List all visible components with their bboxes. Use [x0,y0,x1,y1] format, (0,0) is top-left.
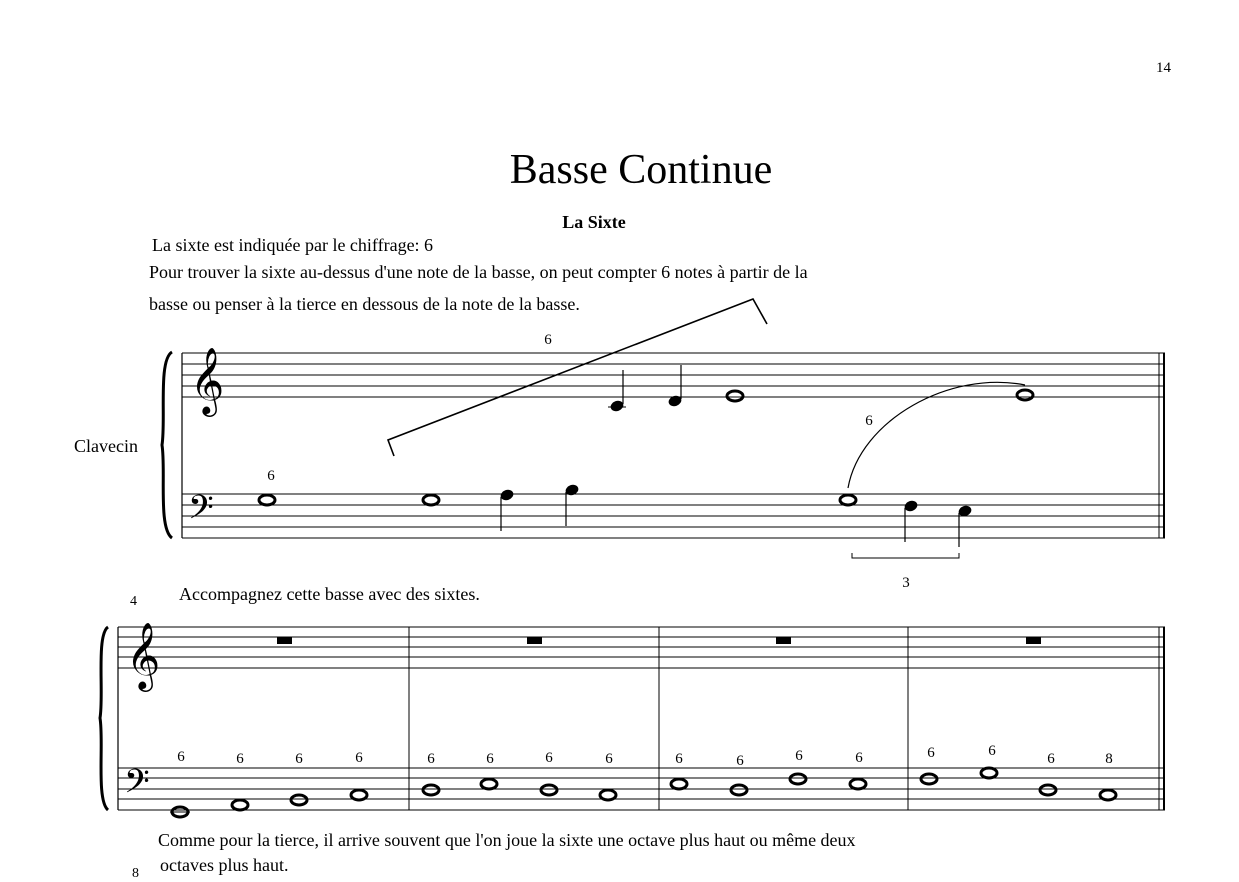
treble-staff [118,627,1165,668]
figure-label: 6 [865,413,873,429]
whole-note [291,795,307,805]
figure-label: 6 [795,748,803,764]
figure-label: 6 [988,743,996,759]
whole-rest-icon [527,637,542,644]
system-1-annotations [388,299,1025,558]
whole-note [423,495,439,505]
system-2-figures [177,743,1113,769]
intro-line-1: La sixte est indiquée par le chiffrage: 6 [152,235,434,255]
figure-label: 8 [1105,751,1113,767]
figure-label: 6 [675,751,683,767]
figure-label: 6 [855,750,863,766]
figure-label: 6 [927,745,935,761]
tuplet-bracket [852,553,959,558]
footer-text-line-1: Comme pour la tierce, il arrive souvent que l'on joue la sixte une octave plus haut ou même deux [158,830,856,850]
figure-label: 6 [486,751,494,767]
whole-rest-icon [1026,637,1041,644]
quarter-note [904,500,918,513]
whole-note [840,495,856,505]
figure-label: 6 [267,468,275,484]
figure-label: 6 [427,751,435,767]
intro-line-3: basse ou penser à la tierce en dessous de la note de la basse. [149,294,580,314]
whole-note [1017,390,1033,400]
whole-note [850,779,866,789]
tuplet-number: 3 [902,575,910,591]
bass-staff [118,768,1165,810]
grand-staff-brace [100,627,108,810]
treble-clef-icon: 𝄞 [126,621,161,689]
slur-curve [848,382,1025,488]
instrument-name: Clavecin [74,436,138,456]
interval-bracket-line [388,299,767,456]
whole-note [727,391,743,401]
figure-label: 6 [177,749,185,765]
figure-label: 6 [545,750,553,766]
whole-note [981,768,997,778]
whole-note [351,790,367,800]
next-measure-number: 8 [132,866,139,881]
whole-note [259,495,275,505]
section-subtitle: La Sixte [562,212,626,232]
figure-label: 6 [544,332,552,348]
whole-note [481,779,497,789]
quarter-note [610,400,624,413]
figure-label: 6 [736,753,744,769]
whole-note [671,779,687,789]
bass-staff [182,494,1165,538]
measure-number: 4 [130,594,137,609]
system-1 [162,352,1165,538]
whole-rest-icon [776,637,791,644]
whole-note [232,800,248,810]
whole-note [600,790,616,800]
system-1-notes [259,365,1033,547]
whole-note [921,774,937,784]
bass-clef-icon: 𝄢 [188,489,214,535]
whole-note [790,774,806,784]
figure-label: 6 [236,751,244,767]
whole-note [1040,785,1056,795]
exercise-instruction: Accompagnez cette basse avec des sixtes. [179,584,480,604]
treble-clef-icon: 𝄞 [190,346,225,414]
figure-label: 6 [355,750,363,766]
bass-clef-icon: 𝄢 [124,763,150,809]
quarter-note [958,505,972,518]
quarter-note [500,489,514,502]
grand-staff-brace [162,352,172,538]
whole-note [541,785,557,795]
intro-line-2: Pour trouver la sixte au-dessus d'une note de la basse, on peut compter 6 notes à partir de la [149,262,808,282]
whole-note [731,785,747,795]
figure-label: 6 [605,751,613,767]
figure-label: 6 [295,751,303,767]
page-title: Basse Continue [509,147,773,193]
page-number: 14 [1156,60,1171,76]
figure-label: 6 [1047,751,1055,767]
treble-staff [182,353,1165,397]
system-2 [100,627,1165,810]
whole-note [423,785,439,795]
whole-note [1100,790,1116,800]
footer-text-line-2: octaves plus haut. [160,855,289,875]
whole-rest-icon [277,637,292,644]
